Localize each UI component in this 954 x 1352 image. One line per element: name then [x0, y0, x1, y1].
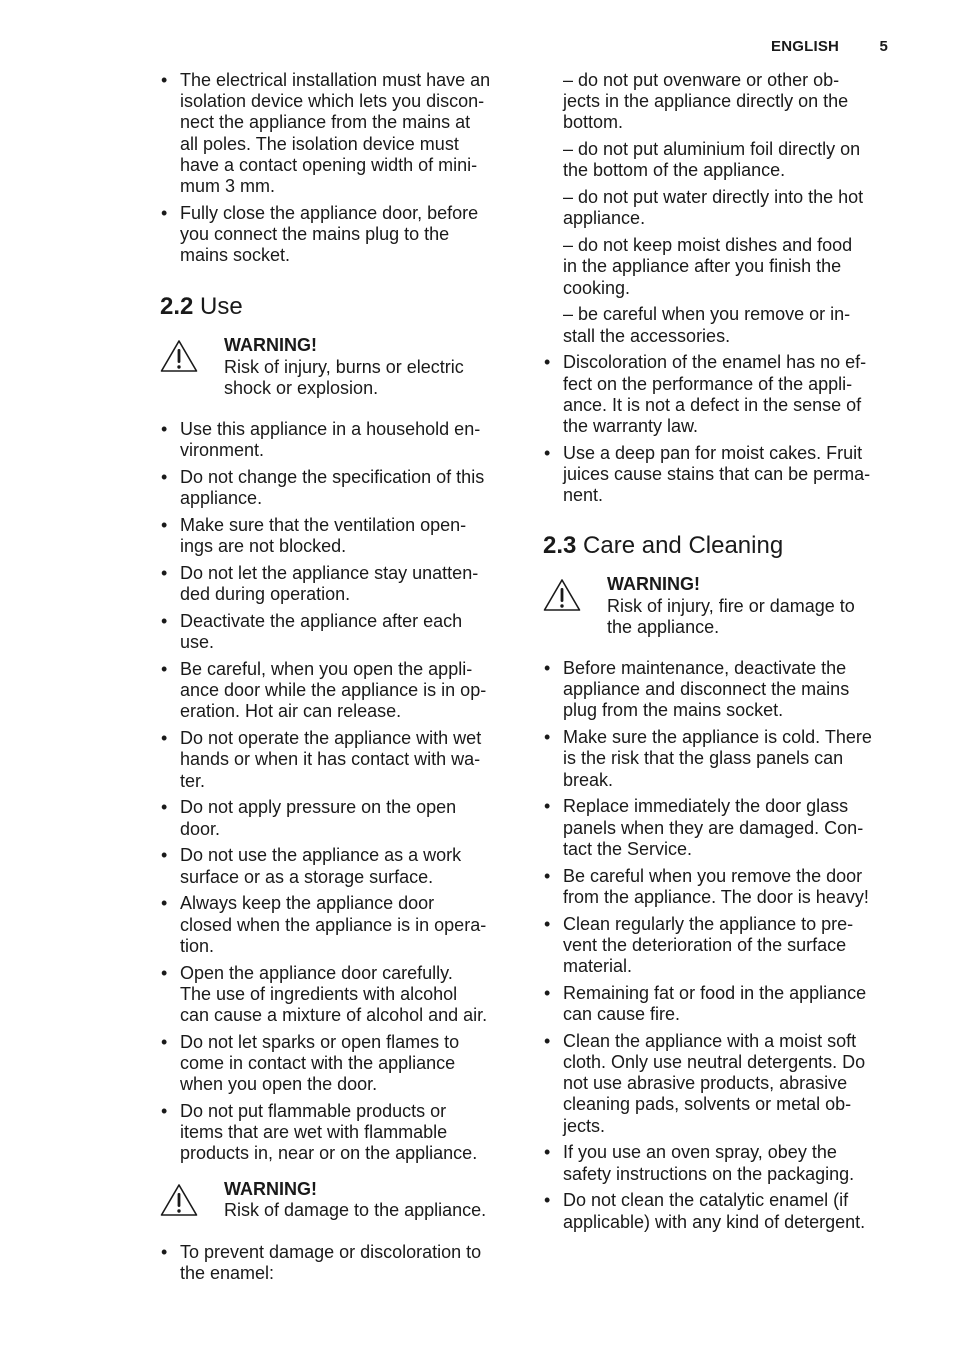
warning-block: [543, 574, 903, 638]
list-item-text: Discoloration of the enamel has no ef- fect on the performance of the appli- ance. It is not a defect in the sense of the warranty law.: [563, 352, 867, 437]
intro-list: [160, 70, 516, 266]
list-item-text: Clean regularly the appliance to pre- vent the deterioration of the surface material.: [563, 913, 854, 977]
list-item: [160, 893, 516, 957]
list-item-text: Do not let the appliance stay unatten- ded during operation.: [180, 563, 479, 605]
warning-title: WARNING!: [224, 335, 317, 356]
left-column: [160, 70, 516, 1290]
list-item: [543, 866, 903, 908]
list-item-text: Deactivate the appliance after each use.: [180, 611, 463, 653]
list-item-text: Use this appliance in a household en- vironment.: [180, 419, 481, 461]
list-item: [543, 1142, 903, 1184]
warning-title: WARNING!: [607, 574, 700, 595]
warning-title: WARNING!: [224, 1178, 317, 1199]
list-item: [543, 1031, 903, 1137]
section-heading-care: [543, 532, 903, 560]
list-item: [160, 467, 516, 509]
list-item: [543, 796, 903, 860]
list-item: [160, 515, 516, 557]
list-item-text: Replace immediately the door glass panels when they are damaged. Con- tact the Service.: [563, 796, 864, 859]
list-item: [160, 845, 516, 887]
list-item: [160, 611, 516, 653]
dash-item: – do not put water directly into the hot appliance.: [563, 187, 864, 229]
list-item: [160, 963, 516, 1027]
extra-list: [543, 352, 903, 506]
warning-triangle-icon: [160, 1179, 224, 1222]
section-heading-use: [160, 293, 516, 321]
page-header: [771, 38, 888, 55]
list-item: [160, 659, 516, 723]
list-item-text: Be careful, when you open the appli- ance door while the appliance is in op- eration. Hot air can release.: [180, 659, 487, 722]
list-item-text: Be careful when you remove the door from the appliance. The door is heavy!: [563, 865, 869, 907]
list-item: [160, 1101, 516, 1165]
warning-description: Risk of injury, burns or electric shock or explosion.: [224, 356, 464, 398]
section-number: 2.2: [160, 293, 194, 321]
warning-text: [607, 574, 855, 638]
list-item-text: Open the appliance door carefully. The use of ingredients with alcohol can cause a mixture of alcohol and air.: [180, 962, 488, 1026]
list-item: [543, 443, 903, 507]
header-language: ENGLISH: [771, 38, 840, 55]
warning-text: [224, 1179, 486, 1222]
list-item-text: Make sure that the ventilation open- ings are not blocked.: [180, 515, 467, 557]
use-list: [160, 419, 516, 1165]
warning-block: [160, 1179, 516, 1222]
warning-block: [160, 335, 516, 399]
warning-description: Risk of injury, fire or damage to the appliance.: [607, 595, 855, 637]
list-item: [160, 70, 516, 197]
list-item-text: Make sure the appliance is cold. There is the risk that the glass panels can break.: [563, 727, 872, 790]
care-list: [543, 658, 903, 1233]
right-column: [543, 70, 903, 1238]
warning-triangle-icon: [160, 335, 224, 399]
list-item-text: Before maintenance, deactivate the appliance and disconnect the mains plug from the mains socket.: [563, 658, 850, 721]
dash-item: – do not put aluminium foil directly on the bottom of the appliance.: [563, 139, 861, 181]
section-title: Care and Cleaning: [583, 532, 784, 560]
list-item-text: Do not put flammable products or items that are wet with flammable products in, near or on the appliance.: [180, 1101, 478, 1164]
section-number: 2.3: [543, 532, 577, 560]
list-item-text: Use a deep pan for moist cakes. Fruit juices cause stains that can be perma- nent.: [563, 442, 871, 506]
dash-item: – do not keep moist dishes and food in the appliance after you finish the cooking.: [563, 235, 853, 298]
section-title: Use: [200, 293, 243, 321]
list-item-text: Do not let sparks or open flames to come in contact with the appliance when you open the door.: [180, 1031, 460, 1095]
list-item: [543, 658, 903, 722]
enamel-subitems: [543, 70, 903, 347]
list-item: [543, 1190, 903, 1232]
list-item-text: Do not operate the appliance with wet hands or when it has contact with wa- ter.: [180, 728, 482, 791]
list-item-text: Do not apply pressure on the open door.: [180, 797, 457, 839]
list-item-text: Do not change the specification of this appliance.: [180, 467, 485, 509]
list-item-text: To prevent damage or discoloration to the enamel:: [180, 1241, 482, 1284]
warning-text: [224, 335, 464, 399]
list-item: [160, 419, 516, 461]
warning-triangle-icon: [543, 574, 607, 638]
list-item: [160, 203, 516, 267]
list-item-text: Remaining fat or food in the appliance can cause fire.: [563, 982, 867, 1025]
page-number: 5: [879, 38, 888, 55]
list-item-text: Always keep the appliance door closed when the appliance is in opera- tion.: [180, 893, 487, 956]
enamel-list: [160, 1242, 516, 1284]
list-item: [160, 1032, 516, 1096]
list-item-text: The electrical installation must have an isolation device which lets you discon- nect the appliance from the mains at all poles. The isolation device must have a contact opening width of mini- mum 3 mm.: [180, 70, 491, 197]
list-item: [160, 728, 516, 792]
list-item-text: Clean the appliance with a moist soft cloth. Only use neutral detergents. Do not use abrasive products, abrasive cleaning pads, solvents or metal ob- jects.: [563, 1030, 866, 1136]
dash-item: – be careful when you remove or in- stall the accessories.: [563, 304, 851, 346]
list-item-text: If you use an oven spray, obey the safety instructions on the packaging.: [563, 1142, 855, 1184]
list-item-text: Do not clean the catalytic enamel (if applicable) with any kind of detergent.: [563, 1190, 866, 1232]
warning-description: Risk of damage to the appliance.: [224, 1199, 487, 1220]
dash-item: – do not put ovenware or other ob- jects in the appliance directly on the bottom.: [563, 70, 849, 133]
list-item: [160, 563, 516, 605]
list-item-text: Fully close the appliance door, before you connect the mains plug to the mains socket.: [180, 202, 479, 266]
list-item-text: Do not use the appliance as a work surface or as a storage surface.: [180, 845, 462, 887]
list-item: [160, 797, 516, 839]
list-item: [160, 1242, 516, 1284]
list-item: [543, 727, 903, 791]
list-item: [543, 914, 903, 978]
list-item: [543, 983, 903, 1025]
list-item: [543, 352, 903, 437]
